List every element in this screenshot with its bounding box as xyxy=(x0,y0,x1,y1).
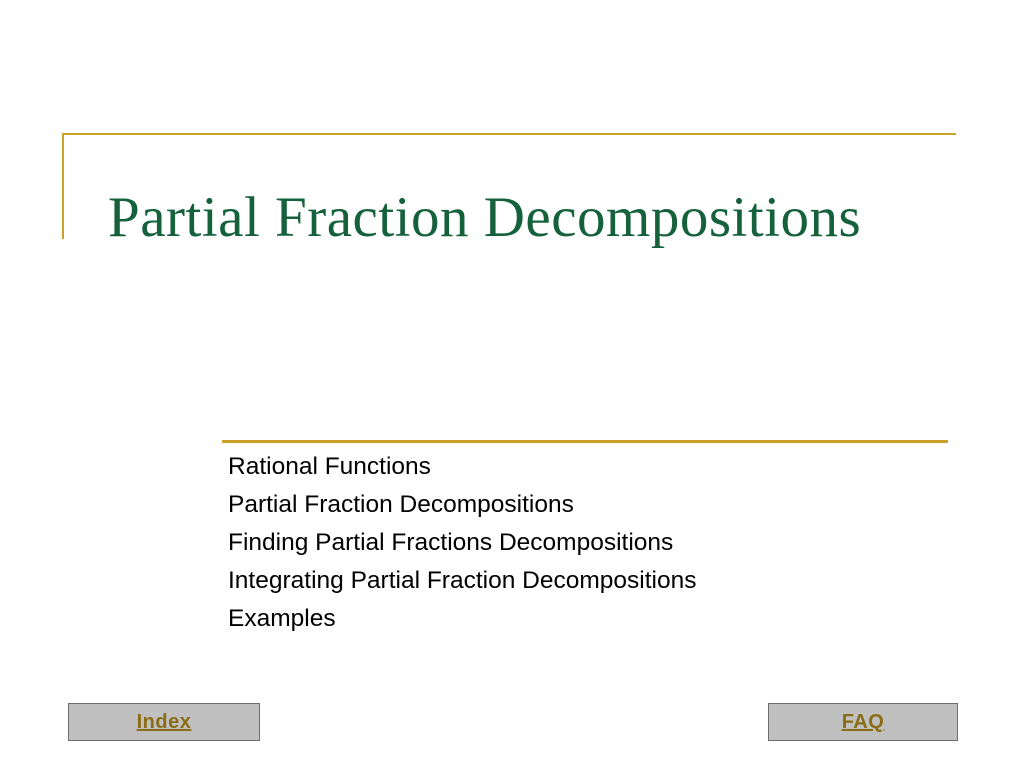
faq-button[interactable] xyxy=(768,703,958,741)
list-item: Integrating Partial Fraction Decompositions xyxy=(228,567,697,594)
faq-button-label: FAQ xyxy=(841,710,885,733)
topic-list xyxy=(228,448,968,638)
title-top-rule xyxy=(62,133,956,135)
list-item: Examples xyxy=(228,605,336,632)
index-button[interactable] xyxy=(68,703,260,741)
list-item: Partial Fraction Decompositions xyxy=(228,491,574,518)
list-item: Finding Partial Fractions Decompositions xyxy=(228,529,674,556)
index-button-label: Index xyxy=(136,710,192,733)
title-left-rule xyxy=(62,133,64,239)
page-title: Partial Fraction Decompositions xyxy=(108,186,862,249)
list-item: Rational Functions xyxy=(228,453,431,480)
body-top-rule xyxy=(222,440,948,443)
